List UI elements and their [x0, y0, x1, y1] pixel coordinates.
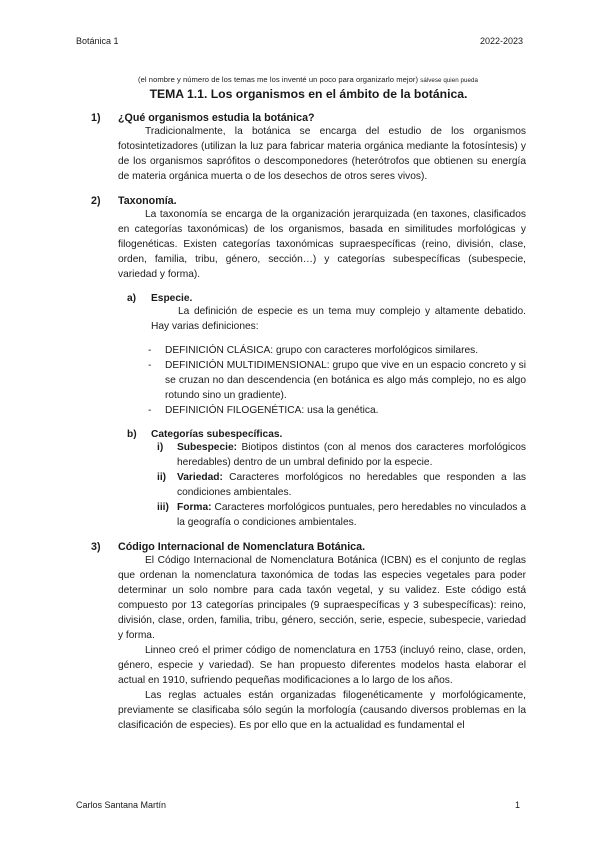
item-number: ii): [157, 472, 167, 483]
page-number: 1: [514, 800, 520, 810]
list-item: - DEFINICIÓN FILOGENÉTICA: usa la genética.: [148, 405, 379, 416]
section-heading: [91, 112, 526, 124]
list-item: [91, 440, 526, 470]
section-heading: [91, 541, 526, 553]
subsection-title: Categorías subespecíficas.: [151, 429, 283, 440]
page-title: TEMA 1.1. Los organismos en el ámbito de la botánica.: [149, 87, 468, 101]
paragraph: La taxonomía se encarga de la organización jerarquizada (en taxones, clasificados en categorías taxonómicas) de los organismos, basada en similitudes morfológicas y filogenéticas. Existen categorías taxonómicas supraespecíficas (reino, división, clase, orden, familia, tribu, género, sección…) y categorías subespecíficas (subespecie, variedad y forma).: [118, 209, 526, 280]
list-item: - DEFINICIÓN MULTIDIMENSIONAL: grupo que vive en un espacio concreto y si se cruzan no dan descendencia (en botánica es algo más complejo, no es algo rotundo sino un gradiente).: [148, 360, 526, 401]
definition-list: [91, 343, 526, 418]
item-text: Caracteres morfológicos puntuales, pero heredables no vinculados a la geografía o condiciones ambientales.: [177, 502, 526, 528]
paragraph: Las reglas actuales están organizadas filogenéticamente y morfológicamente, previamente se clasificaba sólo según la morfología (causando diversos problemas en la clasificación de especies). Es por ello que en la actualidad es fundamental el: [118, 690, 526, 731]
subsection-number: a): [127, 293, 137, 304]
subsection-heading: [91, 293, 526, 304]
subtitle-main: (el nombre y número de los temas me los inventé un poco para organizarlo mejor): [138, 75, 419, 84]
paragraph: Linneo creó el primer código de nomenclatura en 1753 (incluyó reino, clase, orden, género, especie y variedad). Se han propuesto diferentes modelos hasta elaborar el actual en 1910, sufriendo pequeñas modificaciones a lo largo de los años.: [118, 645, 526, 686]
header-right: 2022-2023: [479, 36, 523, 46]
section-title: ¿Qué organismos estudia la botánica?: [118, 112, 315, 124]
section-number: 3): [91, 541, 101, 553]
item-text: Biotipos distintos (con al menos dos caracteres morfológicos heredables) dentro de un umbral definido por la especie.: [177, 442, 526, 468]
subsection-heading: [91, 429, 526, 440]
subsection-number: b): [127, 429, 137, 440]
item-term: Subespecie:: [177, 442, 238, 453]
list-item: [91, 470, 526, 500]
section-title: Taxonomía.: [118, 195, 177, 207]
item-text: Caracteres morfológicos no heredables que responden a las condiciones ambientales.: [177, 472, 526, 498]
section-number: 1): [91, 112, 101, 124]
list-item: - DEFINICIÓN CLÁSICA: grupo con caracteres morfológicos similares.: [148, 345, 479, 356]
section-title: Código Internacional de Nomenclatura Botánica.: [118, 541, 366, 553]
page-content: [91, 75, 526, 733]
section-number: 2): [91, 195, 101, 207]
item-term: Variedad:: [177, 472, 223, 483]
paragraph: Tradicionalmente, la botánica se encarga del estudio de los organismos fotosintetizadores (utilizan la luz para fabricar materia orgánica mediante la fotosíntesis) y de los organismos saprófitos o descomponedores (heterótrofos que obtienen su energía de materia orgánica muerta o de los desechos de otros seres vivos).: [118, 126, 526, 182]
header-left: Botánica 1: [76, 36, 119, 46]
item-number: i): [157, 442, 164, 453]
subtitle-note: [67, 75, 549, 84]
paragraph: El Código Internacional de Nomenclatura Botánica (ICBN) es el conjunto de reglas que ordenan la nomenclatura taxonómica de todas las especies vegetales para poder determinar un solo nombre para cada taxón vegetal, y su validez. Este código está compuesto por 13 categorías principales (9 supraespecíficas y 3 subespecíficas): reino, división, clase, orden, familia, tribu, género, sección, serie, especie, subespecie, variedad y forma.: [118, 555, 526, 641]
subtitle-small: sálvese quien pueda: [420, 77, 478, 84]
section-heading: [91, 195, 526, 207]
subsection-title: Especie.: [151, 293, 193, 304]
item-number: iii): [157, 502, 169, 513]
paragraph: La definición de especie es un tema muy complejo y altamente debatido. Hay varias definiciones:: [151, 306, 526, 332]
list-item: [91, 500, 526, 530]
item-term: Forma:: [177, 502, 212, 513]
footer-author: Carlos Santana Martín: [76, 800, 167, 810]
